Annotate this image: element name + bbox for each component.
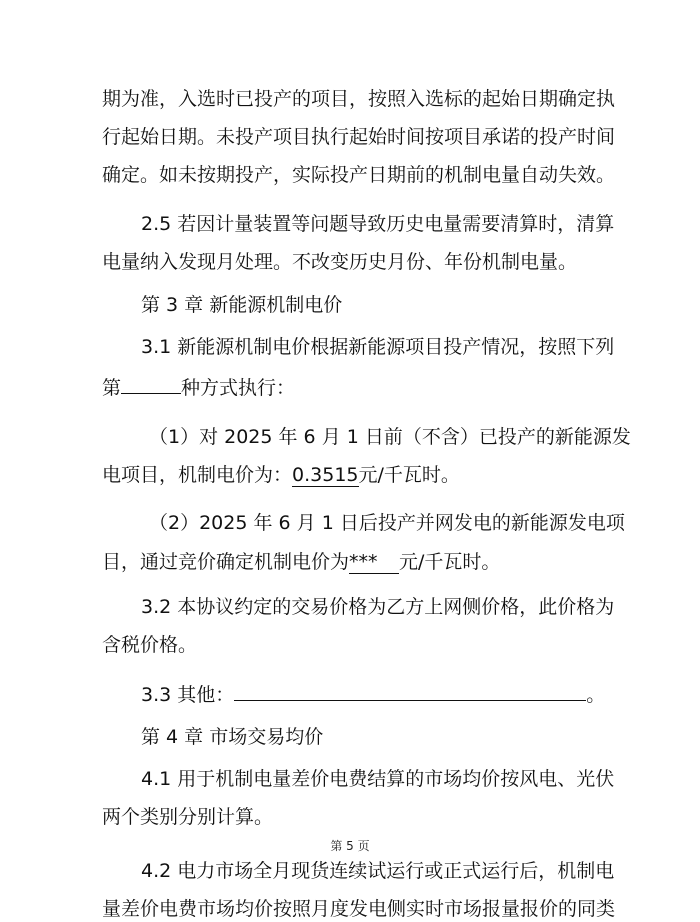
paragraph-line — [102, 549, 700, 575]
paragraph-line — [141, 680, 700, 708]
paragraph-line: 4.2 电力市场全月现货连续试运行或正式运行后，机制电 — [141, 860, 615, 882]
paragraph-line: 4.1 用于机制电量差价电费结算的市场均价按风电、光伏 — [141, 768, 615, 790]
fill-in-blank[interactable] — [121, 373, 181, 394]
text-run: 元/千瓦时。 — [399, 551, 501, 573]
paragraph-line: 行起始日期。未投产项目执行起始时间按项目承诺的投产时间 — [102, 126, 616, 148]
chapter-heading: 第 4 章 市场交易均价 — [141, 726, 324, 748]
text-run: 。 — [586, 684, 606, 706]
filled-price-value: 0.3515 — [292, 464, 359, 486]
text-run: 元/千瓦时。 — [358, 464, 460, 486]
text-run: 电项目，机制电价为： — [102, 464, 293, 486]
text-run: 目，通过竞价确定机制电价为 — [102, 551, 350, 573]
page-number: 第 5 页 — [330, 839, 370, 853]
chapter-heading: 第 3 章 新能源机制电价 — [141, 294, 343, 316]
text-run: 种方式执行： — [181, 377, 296, 399]
paragraph-line — [102, 373, 700, 401]
paragraph-line: 含税价格。 — [102, 634, 198, 656]
paragraph-line: 3.1 新能源机制电价根据新能源项目投产情况，按照下列 — [141, 336, 615, 358]
paragraph-line: 2.5 若因计量装置等问题导致历史电量需要清算时，清算 — [141, 213, 615, 235]
paragraph-line: 量差价电费市场均价按照月度发电侧实时市场报量报价的同类 — [102, 898, 616, 920]
paragraph-line: 确定。如未按期投产，实际投产日期前的机制电量自动失效。 — [102, 164, 616, 186]
paragraph-line: （2）2025 年 6 月 1 日后投产并网发电的新能源发电项 — [149, 512, 625, 534]
text-run: 第 — [102, 377, 122, 399]
paragraph-line: 两个类别分别计算。 — [102, 806, 274, 828]
filled-price-value: *** — [349, 551, 399, 574]
fill-in-blank[interactable] — [234, 680, 586, 701]
paragraph-line — [102, 462, 700, 488]
text-run: 3.3 其他： — [141, 684, 235, 706]
paragraph-line: 电量纳入发现月处理。不改变历史月份、年份机制电量。 — [102, 251, 578, 273]
paragraph-line: （1）对 2025 年 6 月 1 日前（不含）已投产的新能源发 — [149, 426, 631, 448]
paragraph-line: 期为准，入选时已投产的项目，按照入选标的起始日期确定执 — [102, 88, 616, 110]
paragraph-line: 3.2 本协议约定的交易价格为乙方上网侧价格，此价格为 — [141, 596, 615, 618]
